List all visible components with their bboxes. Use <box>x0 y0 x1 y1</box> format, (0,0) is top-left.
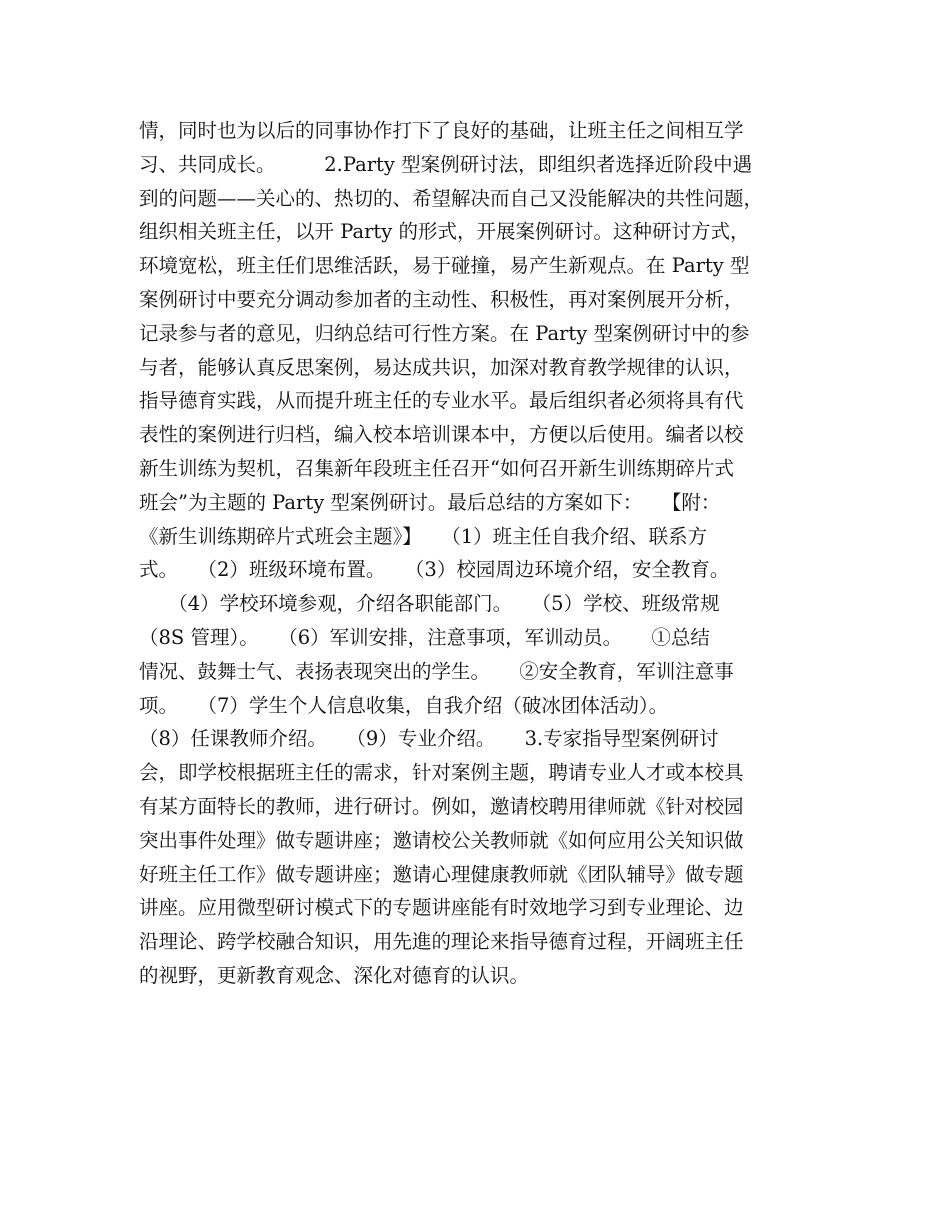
text-line: 好班主任工作》做专题讲座；邀请心理健康教师就《团队辅导》做专题 <box>139 862 744 886</box>
text-line: （4）学校环境参观，介绍各职能部门。 （5）学校、班级常规 <box>139 592 720 616</box>
text-line: 案例研讨中要充分调动参加者的主动性、积极性，再对案例展开分析， <box>139 287 744 311</box>
text-line: 沿理论、跨学校融合知识，用先進的理论来指导德育过程，开阔班主任 <box>139 930 744 954</box>
text-line: （8）任课教师介绍。 （9）专业介绍。 3.专家指导型案例研讨 <box>139 727 719 751</box>
text-line: 的视野，更新教育观念、深化对德育的认识。 <box>139 963 530 987</box>
text-line: 情况、鼓舞士气、表扬表现突出的学生。 ②安全教育，军训注意事 <box>139 659 734 683</box>
text-line: 指导德育实践，从而提升班主任的专业水平。最后组织者必须将具有代 <box>139 389 744 413</box>
text-line: 新生训练为契机，召集新年段班主任召开“如何召开新生训练期碎片式 <box>139 456 734 480</box>
text-line: 到的问题——关心的、热切的、希望解决而自己又没能解决的共性问题， <box>139 186 764 210</box>
text-line: （8S 管理）。 （6）军训安排，注意事项，军训动员。 ①总结 <box>139 625 710 649</box>
text-line: 班会”为主题的 Party 型案例研讨。最后总结的方案如下： 【附： <box>139 490 721 514</box>
text-line: 式。 （2）班级环境布置。 （3）校园周边环境介绍，安全教育。 <box>139 558 730 582</box>
text-line: 会，即学校根据班主任的需求，针对案例主题，聘请专业人才或本校具 <box>139 761 744 785</box>
text-line: 与者，能够认真反思案例，易达成共识，加深对教育教学规律的认识， <box>139 355 744 379</box>
text-line: 组织相关班主任，以开 Party 的形式，开展案例研讨。这种研讨方式， <box>139 220 750 244</box>
text-line: 习、共同成长。 2.Party 型案例研讨法，即组织者选择近阶段中遇 <box>139 152 753 176</box>
text-line: 突出事件处理》做专题讲座；邀请校公关教师就《如何应用公关知识做 <box>139 828 744 852</box>
text-line: 《新生训练期碎片式班会主题》】 （1）班主任自我介绍、联系方 <box>139 524 708 548</box>
text-line: 情，同时也为以后的同事协作打下了良好的基础，让班主任之间相互学 <box>139 119 744 142</box>
text-line: 有某方面特长的教师，进行研讨。例如，邀请校聘用律师就《针对校园 <box>139 794 744 818</box>
text-line: 项。 （7）学生个人信息收集，自我介绍（破冰团体活动）。 <box>139 693 669 717</box>
text-line: 记录参与者的意见，归纳总结可行性方案。在 Party 型案例研讨中的参 <box>139 321 750 345</box>
body-text <box>139 114 819 993</box>
text-line: 讲座。应用微型研讨模式下的专题讲座能有时效地学习到专业理论、边 <box>139 896 744 920</box>
text-line: 环境宽松，班主任们思维活跃，易于碰撞，易产生新观点。在 Party 型 <box>139 254 750 278</box>
text-line: 表性的案例进行归档，编入校本培训课本中，方便以后使用。编者以校 <box>139 423 744 447</box>
